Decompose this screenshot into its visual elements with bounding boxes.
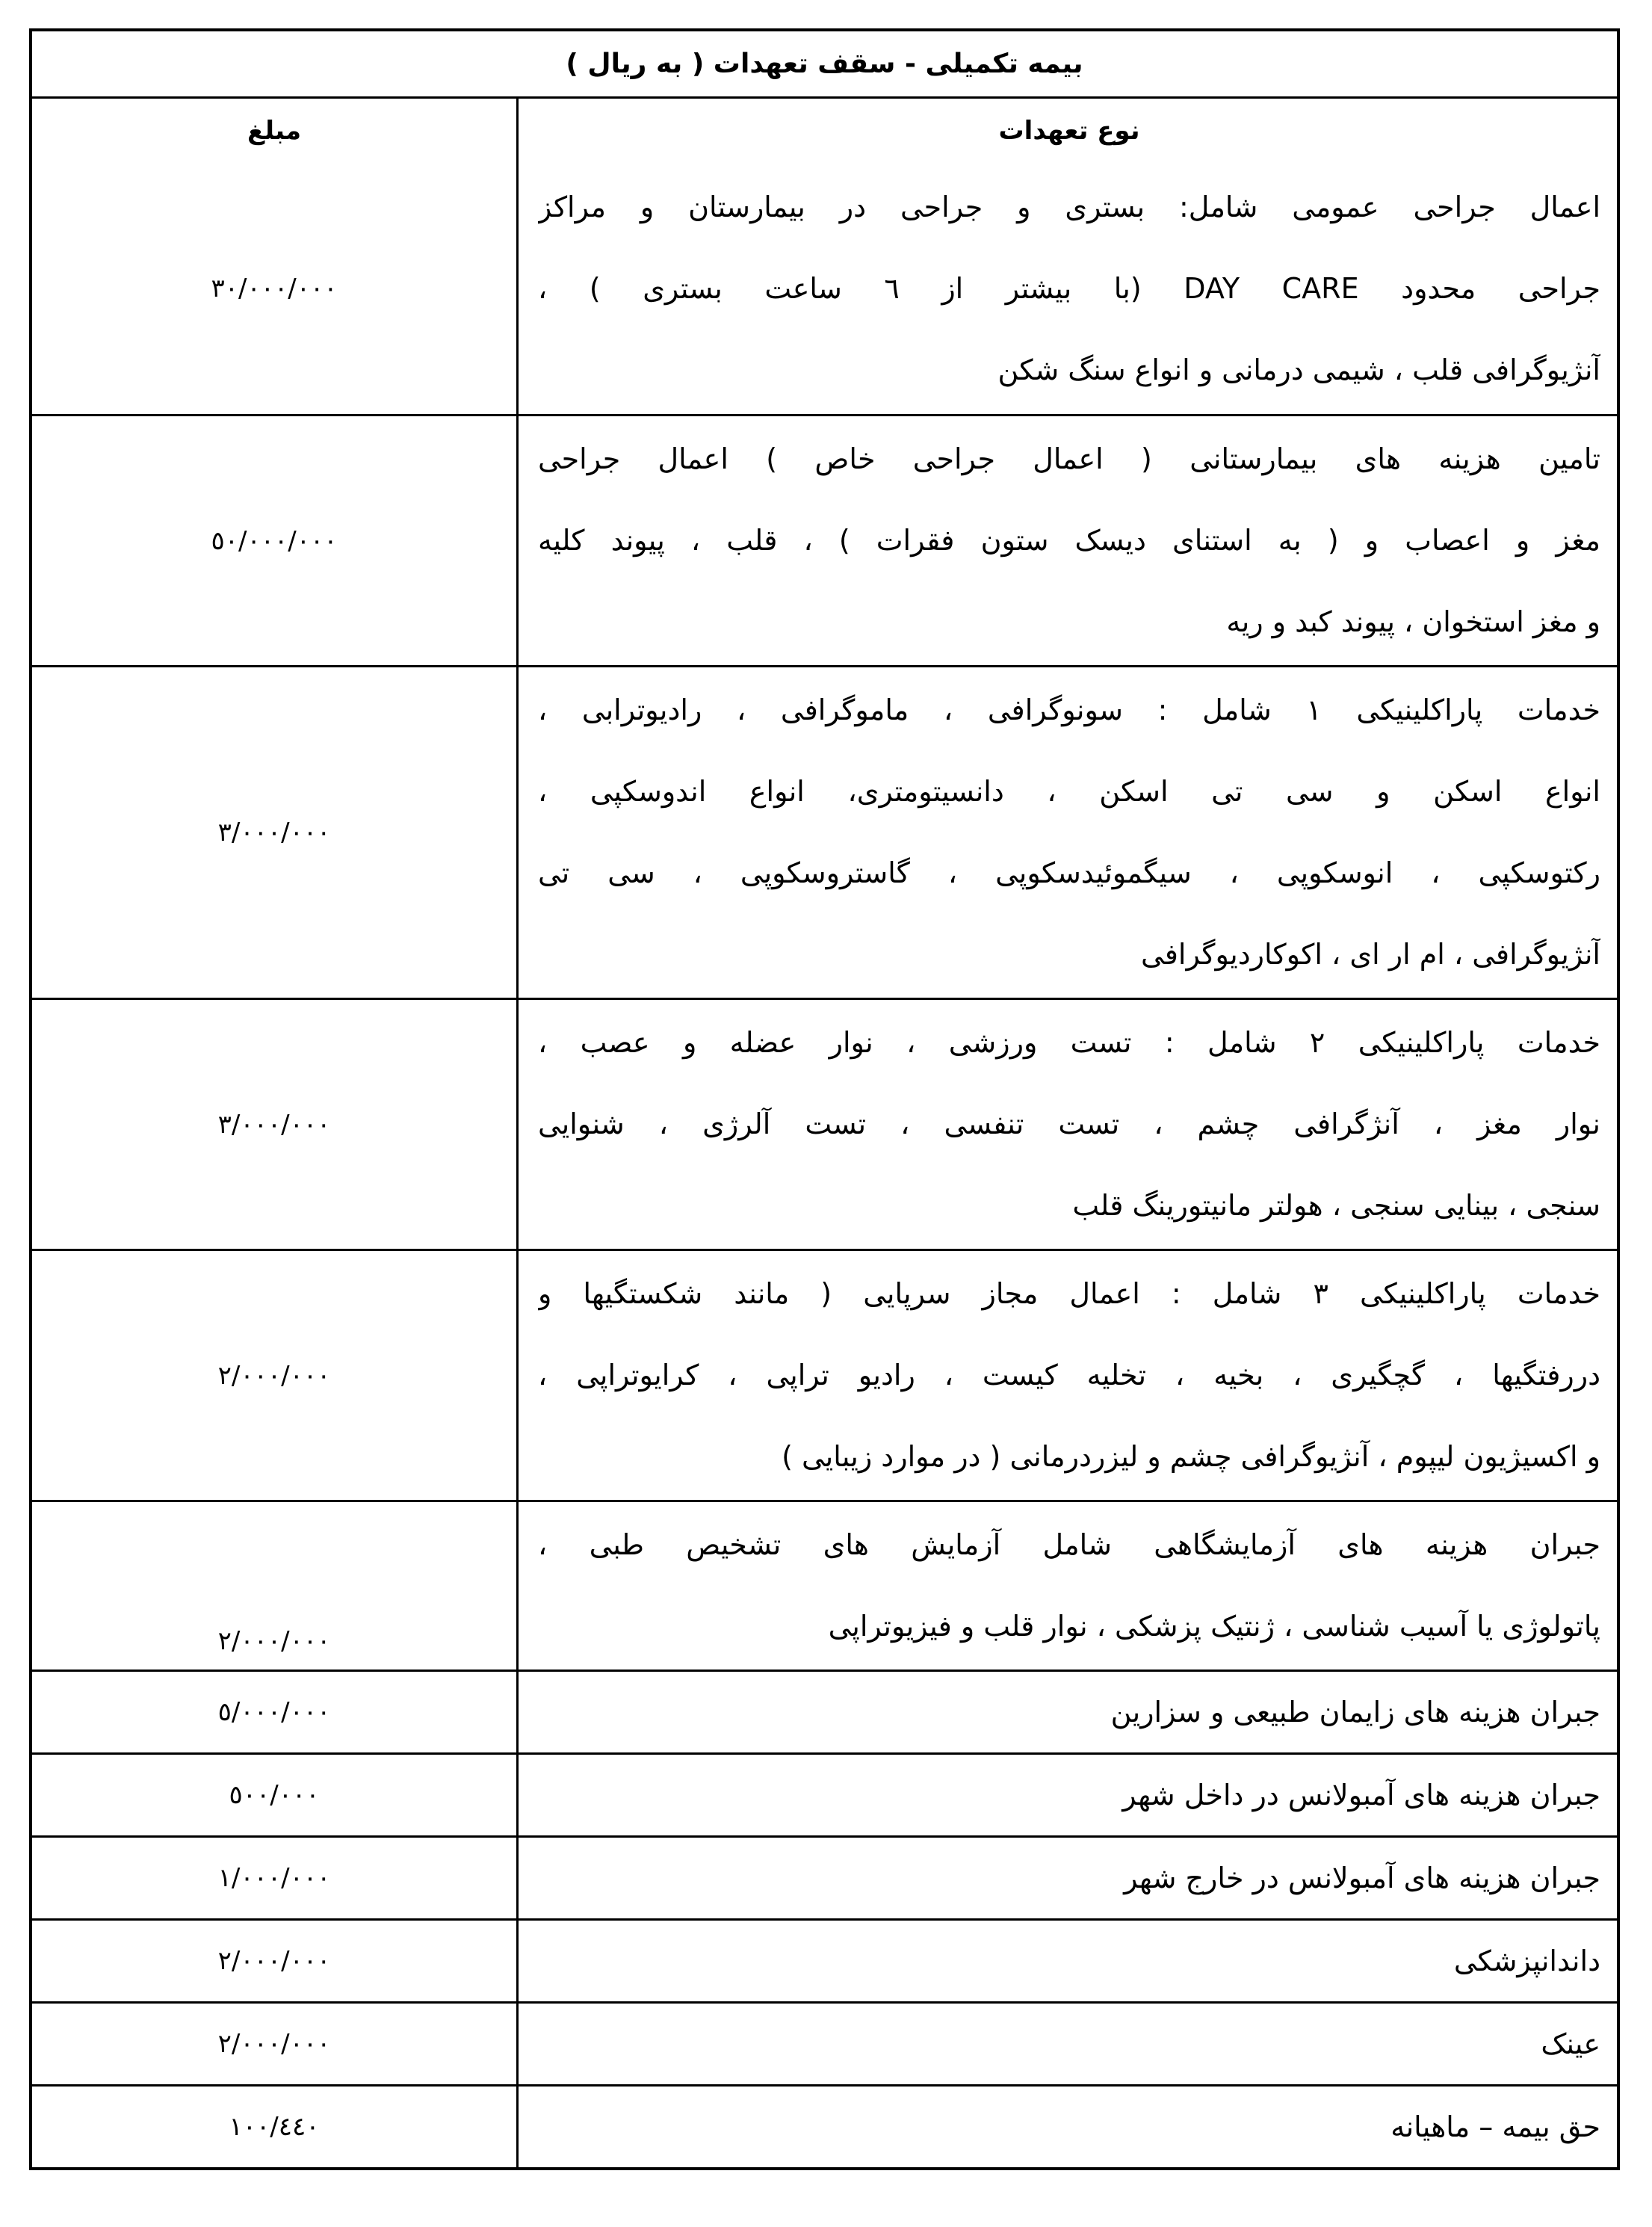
coverage-amount: ١٠٠/٤٤٠ <box>229 2112 320 2142</box>
coverage-amount-cell <box>32 667 519 998</box>
description-line: آنژیوگرافی قلب ، شیمی درمانی و انواع سنگ شکن <box>997 353 1600 386</box>
coverage-amount-cell <box>32 2004 519 2084</box>
description-line: جبران هزینه های آمبولانس در داخل شهر <box>1122 1779 1600 1811</box>
table-row <box>32 2001 1617 2084</box>
coverage-amount: ٥٠٠/٠٠٠ <box>229 1780 320 1810</box>
table-row <box>32 1670 1617 1752</box>
description-line: دررفتگیها ، گچگیری ، بخیه ، تخلیه کیست ، رادیو تراپی ، کرایوتراپی ، <box>538 1359 1600 1392</box>
coverage-amount-cell <box>32 1502 519 1670</box>
coverage-description <box>519 1838 1617 1918</box>
coverage-amount: ٥٠/٠٠٠/٠٠٠ <box>211 525 338 556</box>
table-row <box>32 1752 1617 1835</box>
description-line: انواع اسکن و سی تی اسکن ، دانسیتومتری، انواع اندوسکپی ، <box>538 775 1600 808</box>
coverage-amount-cell <box>32 1672 519 1752</box>
description-line: سنجی ، بینایی سنجی ، هولتر مانیتورینگ قلب <box>1072 1189 1600 1222</box>
coverage-amount: ٢/٠٠٠/٠٠٠ <box>217 1360 331 1391</box>
coverage-description <box>519 667 1617 998</box>
coverage-amount: ١/٠٠٠/٠٠٠ <box>217 1863 331 1893</box>
description-line: جبران هزینه های آمبولانس در خارج شهر <box>1124 1862 1600 1894</box>
description-line: و مغز استخوان ، پیوند کبد و ریه <box>1226 605 1600 638</box>
coverage-description <box>519 1251 1617 1500</box>
coverage-amount: ٢/٠٠٠/٠٠٠ <box>217 1946 331 1976</box>
coverage-description <box>519 2087 1617 2167</box>
description-line: خدمات پاراکلینیکی ٢ شامل : تست ورزشی ، نوار عضله و عصب ، <box>538 1026 1600 1059</box>
table-row <box>32 665 1617 998</box>
description-line: عینک <box>1541 2027 1600 2060</box>
header-amount: مبلغ <box>32 99 519 163</box>
table-row <box>32 1835 1617 1918</box>
coverage-description <box>519 416 1617 665</box>
description-line: پاتولوژی یا آسیب شناسی ، ژنتیک پزشکی ، نوار قلب و فیزیوتراپی <box>828 1610 1600 1643</box>
coverage-description <box>519 1000 1617 1249</box>
description-line: خدمات پاراکلینیکی ١ شامل : سونوگرافی ، ماموگرافی ، رادیوترابی ، <box>538 694 1600 726</box>
description-line: نوار مغز ، آنژگرافی چشم ، تست تنفسی ، تست آلرژی ، شنوایی <box>538 1108 1600 1140</box>
description-line: جبران هزینه های زایمان طبیعی و سزارین <box>1110 1696 1600 1729</box>
description-line: آنژیوگرافی ، ام ار ای ، اکوکاردیوگرافی <box>1141 938 1600 971</box>
coverage-amount: ٢/٠٠٠/٠٠٠ <box>217 2029 331 2059</box>
description-line: اعمال جراحی عمومی شامل: بستری و جراحی در بیمارستان و مراکز <box>538 190 1600 223</box>
coverage-description <box>519 163 1617 414</box>
coverage-amount: ٣/٠٠٠/٠٠٠ <box>217 818 331 847</box>
coverage-description <box>519 1672 1617 1752</box>
coverage-description <box>519 1921 1617 2001</box>
coverage-table <box>29 28 1620 2170</box>
table-title: بیمه تکمیلی - سقف تعهدات ( به ریال ) <box>566 49 1083 79</box>
coverage-amount-cell <box>32 1755 519 1835</box>
coverage-amount: ٣٠/٠٠٠/٠٠٠ <box>211 274 338 303</box>
header-description: نوع تعهدات <box>998 116 1140 146</box>
table-body <box>32 163 1617 2167</box>
description-line: مغز و اعصاب و ( به استنای دیسک ستون فقرات ) ، قلب ، پیوند کلیه <box>538 524 1600 557</box>
table-row <box>32 1249 1617 1500</box>
coverage-amount-cell <box>32 1251 519 1500</box>
table-header-row <box>32 96 1617 163</box>
coverage-amount: ٥/٠٠٠/٠٠٠ <box>217 1697 331 1727</box>
table-row <box>32 2084 1617 2167</box>
description-line: رکتوسکپی ، انوسکوپی ، سیگموئیدسکوپی ، گاستروسکوپی ، سی تی <box>538 856 1600 889</box>
coverage-amount: ٢/٠٠٠/٠٠٠ <box>217 1626 331 1656</box>
description-line: تامین هزینه های بیمارستانی ( اعمال جراحی خاص ) اعمال جراحی <box>538 442 1600 475</box>
table-title-row <box>32 31 1617 96</box>
table-row <box>32 1500 1617 1670</box>
description-line: و اکسیژیون لیپوم ، آنژیوگرافی چشم و لیزردرمانی ( در موارد زیبایی ) <box>782 1440 1600 1473</box>
coverage-amount-cell <box>32 1921 519 2001</box>
description-line: خدمات پاراکلینیکی ٣ شامل : اعمال مجاز سرپایی ( مانند شکستگیها و <box>538 1277 1600 1310</box>
coverage-amount-cell <box>32 2087 519 2167</box>
description-line: جراحی محدود DAY CARE (با بیشتر از ٦ ساعت بستری ) ، <box>538 271 1600 305</box>
description-line: جبران هزینه های آزمایشگاهی شامل آزمایش های تشخیص طبی ، <box>538 1528 1600 1561</box>
coverage-amount-cell <box>32 1000 519 1249</box>
description-line: داندانپزشکی <box>1453 1945 1600 1977</box>
coverage-amount-cell <box>32 416 519 665</box>
table-row <box>32 414 1617 665</box>
table-row <box>32 998 1617 1249</box>
coverage-description <box>519 2004 1617 2084</box>
table-row <box>32 163 1617 414</box>
coverage-amount: ٣/٠٠٠/٠٠٠ <box>217 1109 331 1140</box>
coverage-amount-cell <box>32 1838 519 1918</box>
coverage-amount-cell <box>32 163 519 414</box>
table-row <box>32 1918 1617 2001</box>
description-line: حق بیمه – ماهیانه <box>1390 2110 1600 2143</box>
coverage-description <box>519 1755 1617 1835</box>
coverage-description <box>519 1502 1617 1670</box>
